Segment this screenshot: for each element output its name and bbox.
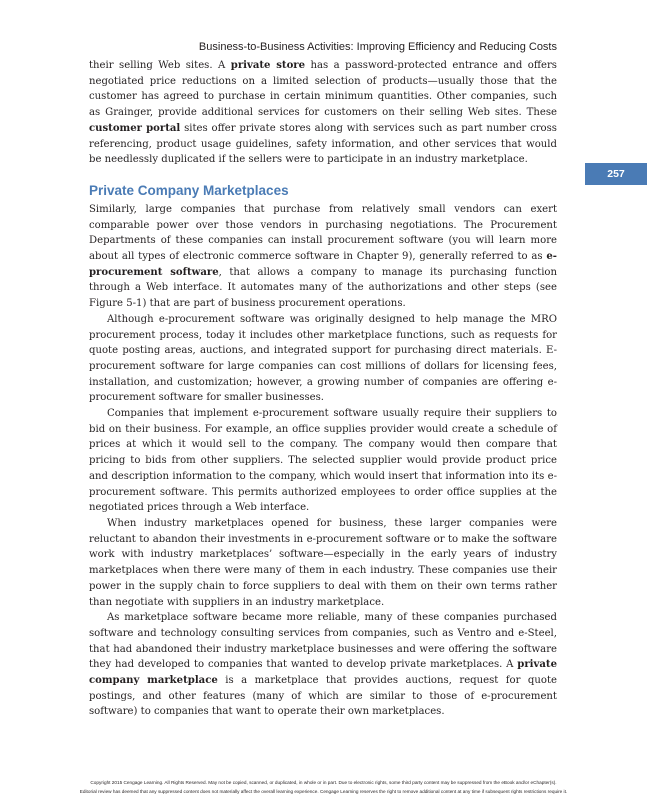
body-text — [89, 58, 557, 720]
running-head: Business-to-Business Activities: Improving Efficiency and Reducing Costs — [198, 41, 557, 53]
key-term-e-procurement-software: e-procurement software — [89, 251, 557, 278]
copyright-line-1: Copyright 2015 Cengage Learning. All Rights Reserved. May not be copied, scanned, or duplicated, in whole or in part. Due to electronic rights, some third party content may be suppressed from the eBook and/or eChapter(s). — [90, 780, 557, 785]
copyright-footer — [0, 778, 647, 796]
copyright-line-2: Editorial review has deemed that any suppressed content does not materially affect the overall learning experience. Cengage Learning reserves the right to remove additional content at any time if subsequent rights restrictions require it. — [79, 789, 568, 794]
paragraph-industry-marketplaces: When industry marketplaces opened for business, these larger companies were reluctant to abandon their investments in e-procurement software or to make the software work with industry marketplaces’ software—especially in the early years of industry marketplaces when there were many of them in each industry. These companies use their power in the supply chain to force suppliers to deal with them on their own terms rather than negotiate with suppliers in an industry marketplace. — [89, 517, 557, 608]
page-number-tab: 257 — [585, 163, 647, 185]
paragraph-suppliers-bid: Companies that implement e-procurement software usually require their suppliers to bid on their business. For example, an office supplies provider would create a schedule of prices at which it would sell to the company. The company would then compare that pricing to bids from other suppliers. The selected supplier would provide product price and description information to the company, which would insert that information into its e-procurement software. This permits authorized employees to order office supplies at the negotiated prices through a Web interface. — [89, 408, 557, 514]
key-term-private-store: private store — [230, 60, 306, 71]
section-heading: Private Company Marketplaces — [89, 182, 289, 198]
paragraph-e-procurement: Similarly, large companies that purchase from relatively small vendors can exert comparable power over those vendors in purchasing negotiations. The Procurement Departments of these companies can install procurement software (you will learn more about all types of electronic commerce software in Chapter 9), generally referred to as e-procurement software, that allows a company to manage its purchasing function through a Web interface. It automates many of the authorizations and other steps (see Figure 5-1) that are part of business procurement operations. — [89, 203, 557, 310]
paragraph-mro: Although e-procurement software was originally designed to help manage the MRO procurement process, today it includes other marketplace functions, such as requests for quote posting areas, auctions, and integrated support for purchasing direct materials. E-procurement software for large companies can cost millions of dollars for licensing fees, installation, and customization; however, a growing number of companies are offering e-procurement software for smaller businesses. — [89, 313, 557, 404]
paragraph-private-company-marketplace: As marketplace software became more reliable, many of these companies purchased software and technology consulting services from companies, such as Ventro and e-Steel, that had abandoned their industry marketplace businesses and were offering the software they had developed to companies that wanted to develop private marketplaces. A private company marketplace is a marketplace that provides auctions, request for quote postings, and other features (many of which are similar to those of e-procurement software) to companies that want to operate their own marketplaces. — [89, 612, 557, 718]
key-term-customer-portal: customer portal — [89, 122, 181, 134]
key-term-private-company-marketplace: private company marketplace — [89, 659, 557, 687]
paragraph-private-store: their selling Web sites. A private store has a password-protected entrance and offers negotiated price reductions on a limited selection of products—usually those that the customer has agreed to purchase in certain minimum quantities. Other companies, such as Grainger, provide additional services for customers on their selling Web sites. These customer portal sites offer private stores along with services such as part number cross referencing, product usage guidelines, safety information, and other services that would be needlessly duplicated if the sellers were to participate in an industry marketplace. — [89, 60, 557, 166]
